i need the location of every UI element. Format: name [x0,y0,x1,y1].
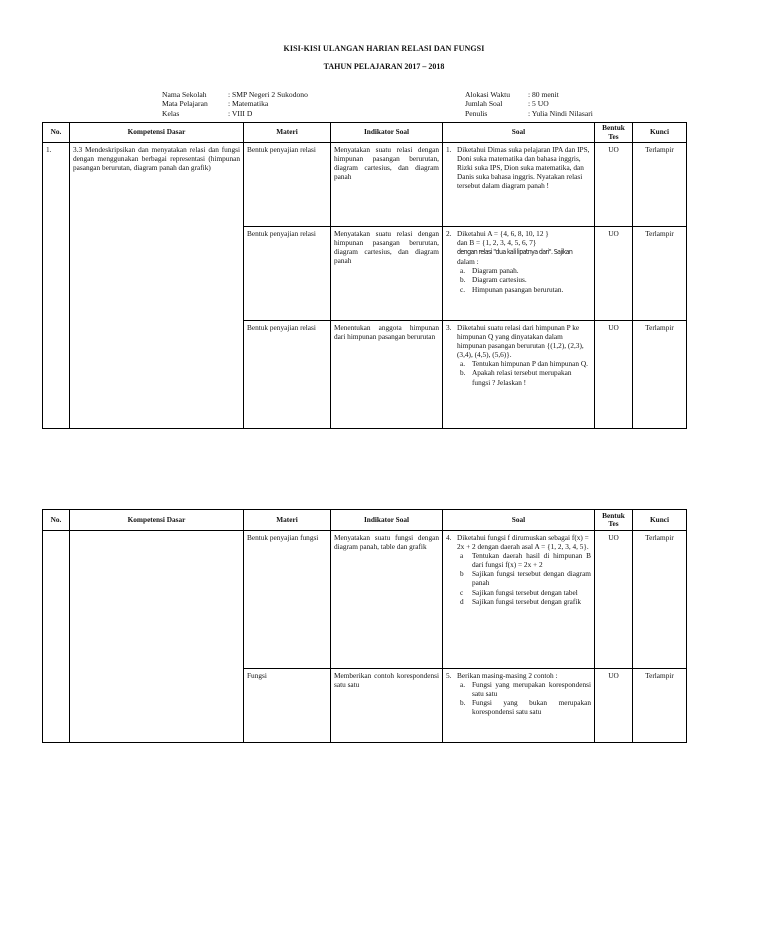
header-kd: Kompetensi Dasar [70,123,244,143]
option-text: Diagram panah. [472,266,519,276]
bentuk-tes-cell: UO [595,227,633,321]
header-materi: Materi [244,123,331,143]
option-text: Himpunan pasangan berurutan. [472,284,564,294]
document-subtitle: TAHUN PELAJARAN 2017 – 2018 [323,62,445,71]
option-letter: b [460,569,464,579]
bentuk-tes-cell: UO [595,531,633,669]
soal-number: 1. [446,145,452,154]
option-text: Tentukan daerah hasil di himpunan B dari fungsi f(x) = 2x + 2 [472,551,591,570]
soal-text: Diketahui Dimas suka pelajaran IPA dan IPS, Doni suka matematika dan bahasa inggris, Rizki suka IPS, Dion suka matematika, dan Danis suka bahasa inggris. Nyatakan relasi tersebut dalam diagram panah ! [457,145,590,191]
kunci-cell: Terlampir [633,143,687,227]
row-number [43,531,70,743]
header-kunci: Kunci [633,510,687,531]
header-indikator: Indikator Soal [331,123,443,143]
kunci-cell: Terlampir [633,321,687,429]
soal-text: Diketahui suatu relasi dari himpunan P ke himpunan Q yang dinyatakan dalam himpunan pasangan berurutan {(1,2), (2,3), (3,4), (4,5), (5,6)}. [457,323,584,360]
kompetensi-dasar [70,531,244,743]
header-no: No. [43,123,70,143]
info-value-class: : VIII D [228,108,253,118]
grid-table-2 [42,509,687,743]
option-letter: b. [460,275,466,285]
header-bentuk: Bentuk Tes [595,123,633,143]
info-label-school: Nama Sekolah [162,90,207,99]
header-soal: Soal [443,123,595,143]
option-letter: b. [460,368,466,378]
header-kd: Kompetensi Dasar [70,510,244,531]
header-row [43,123,687,143]
materi-cell: Bentuk penyajian fungsi [244,531,331,669]
soal-text: Diketahui A = {4, 6, 8, 10, 12 } [457,229,549,238]
kunci-cell: Terlampir [633,227,687,321]
option-text: Sajikan fungsi tersebut dengan tabel [472,587,578,597]
info-value-count: : 5 UO [528,99,549,109]
soal-text-set-b: dan B = {1, 2, 3, 4, 5, 6, 7} [457,238,537,248]
materi-cell: Bentuk penyajian relasi [244,143,331,227]
option-text: Apakah relasi tersebut merupakan fungsi ? Jelaskan ! [472,368,572,387]
materi-cell: Bentuk penyajian relasi [244,321,331,429]
soal-cell [443,531,595,669]
option-letter: b. [460,698,466,708]
header-bentuk: Bentuk Tes [595,510,633,531]
table-row [43,531,687,669]
option-letter: d [460,596,464,606]
soal-relation-text: dengan relasi "dua kali lipatnya dari". Sajikan [457,248,573,257]
info-label-subject: Mata Pelajaran [162,99,208,109]
school-info [162,90,308,118]
indikator-cell: Menyatakan suatu relasi dengan himpunan pasangan berurutan, diagram cartesius, dan diagram panah [331,227,443,321]
soal-text: Berikan masing-masing 2 contoh : [457,671,558,680]
option-letter: a [460,551,464,561]
info-value-author: : Yulia Nindi Nilasari [528,108,593,118]
info-label-time: Alokasi Waktu [465,90,511,99]
soal-number: 3. [446,323,452,332]
option-text: Fungsi yang merupakan korespondensi satu satu [472,680,591,699]
indikator-cell: Memberikan contoh korespondensi satu satu [331,669,443,743]
kunci-cell: Terlampir [633,669,687,743]
soal-number: 4. [446,533,452,542]
option-text: Sajikan fungsi tersebut dengan grafik [472,596,582,606]
header-soal: Soal [443,510,595,531]
option-text: Sajikan fungsi tersebut dengan diagram panah [472,569,591,588]
soal-number: 5. [446,671,452,680]
header-no: No. [43,510,70,531]
soal-cell [443,321,595,429]
option-letter: a. [460,680,466,690]
bentuk-tes-cell: UO [595,143,633,227]
info-value-school: : SMP Negeri 2 Sukodono [228,90,308,99]
bentuk-tes-cell: UO [595,321,633,429]
option-letter: c. [460,284,466,294]
materi-cell: Fungsi [244,669,331,743]
indikator-cell: Menyatakan suatu fungsi dengan diagram panah, table dan grafik [331,531,443,669]
info-value-subject: : Matematika [228,99,269,109]
soal-text: Diketahui fungsi f dirumuskan sebagai f(x) = 2x + 2 dengan daerah asal A = {1, 2, 3, 4, 5}. [457,533,589,552]
kompetensi-dasar: 3.3 Mendeskripsikan dan menyatakan relasi dan fungsi dengan menggunakan berbagai representasi (himpunan pasangan berurutan, diagram panah dan grafik) [70,143,244,429]
info-value-time: : 80 menit [528,90,559,99]
materi-cell: Bentuk penyajian relasi [244,227,331,321]
header-row [43,510,687,531]
info-label-count: Jumlah Soal [465,99,503,109]
table-row [43,143,687,227]
kunci-cell: Terlampir [633,531,687,669]
option-text: Fungsi yang bukan merupakan korespondensi satu satu [472,698,591,717]
exam-info [465,90,593,118]
soal-cell [443,669,595,743]
indikator-cell: Menentukan anggota himpunan dari himpunan pasangan berurutan [331,321,443,429]
row-number: 1. [43,143,70,429]
option-text: Tentukan himpunan P dan himpunan Q. [472,359,588,369]
soal-cell [443,227,595,321]
soal-text-end: dalam : [457,257,479,267]
option-letter: c [460,587,464,597]
indikator-cell: Menyatakan suatu relasi dengan himpunan pasangan berurutan, diagram cartesius, dan diagram panah [331,143,443,227]
option-letter: a. [460,266,466,276]
grid-table-1 [42,122,687,429]
option-letter: a. [460,359,466,369]
header-kunci: Kunci [633,123,687,143]
document-title: KISI-KISI ULANGAN HARIAN RELASI DAN FUNGSI [283,44,485,53]
soal-cell [443,143,595,227]
header-indikator: Indikator Soal [331,510,443,531]
option-text: Diagram cartesius. [472,275,527,285]
soal-number: 2. [446,229,452,238]
bentuk-tes-cell: UO [595,669,633,743]
info-label-class: Kelas [162,108,180,118]
info-label-author: Penulis [465,108,488,118]
header-materi: Materi [244,510,331,531]
